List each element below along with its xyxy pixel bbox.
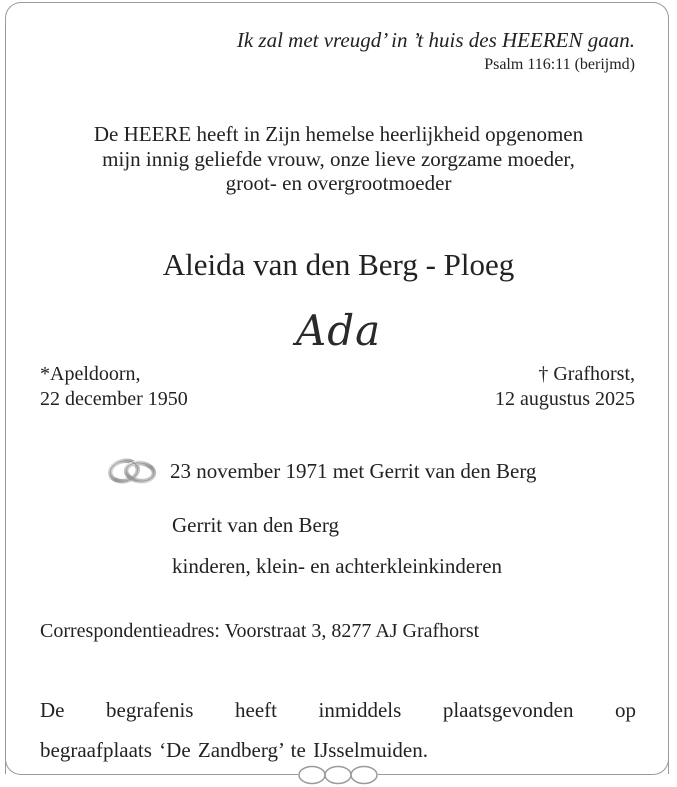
- announcement-line: groot- en overgrootmoeder: [225, 171, 452, 195]
- funeral-notice: [40, 690, 636, 770]
- funeral-line: De begrafenis heeft inmiddels plaatsgevonden op: [40, 698, 636, 722]
- funeral-line: begraafplaats ‘De Zandberg’ te IJsselmuiden.: [40, 738, 428, 762]
- birth-date: 22 december 1950: [40, 387, 188, 410]
- announcement-line: De HEERE heeft in Zijn hemelse heerlijkheid opgenomen: [93, 122, 584, 146]
- death-info: [495, 362, 635, 411]
- death-date: 12 augustus 2025: [495, 387, 635, 410]
- deceased-nickname: Ada: [295, 306, 382, 355]
- bible-verse: Ik zal met vreugd’ in ’t huis des HEEREN gaan.: [236, 28, 635, 52]
- survivor-family: kinderen, klein- en achterkleinkinderen: [172, 554, 503, 578]
- deceased-full-name: Aleida van den Berg - Ploeg: [162, 247, 515, 282]
- announcement-text: [30, 122, 647, 196]
- announcement-line: mijn innig geliefde vrouw, onze lieve zorgzame moeder,: [102, 146, 575, 171]
- card-bottom-line-right: [378, 774, 654, 775]
- birth-place: *Apeldoorn,: [40, 363, 141, 385]
- verse-reference: Psalm 116:11 (berijmd): [484, 56, 635, 73]
- card-bottom-line-left: [20, 774, 298, 775]
- wedding-rings-icon: [105, 455, 161, 487]
- birth-info: [40, 362, 188, 411]
- correspondence-address: Correspondentieadres: Voorstraat 3, 8277 AJ Grafhorst: [40, 620, 480, 642]
- survivor-spouse: Gerrit van den Berg: [172, 513, 339, 537]
- death-place: † Grafhorst,: [538, 363, 635, 385]
- marriage-info: 23 november 1971 met Gerrit van den Berg: [170, 459, 537, 483]
